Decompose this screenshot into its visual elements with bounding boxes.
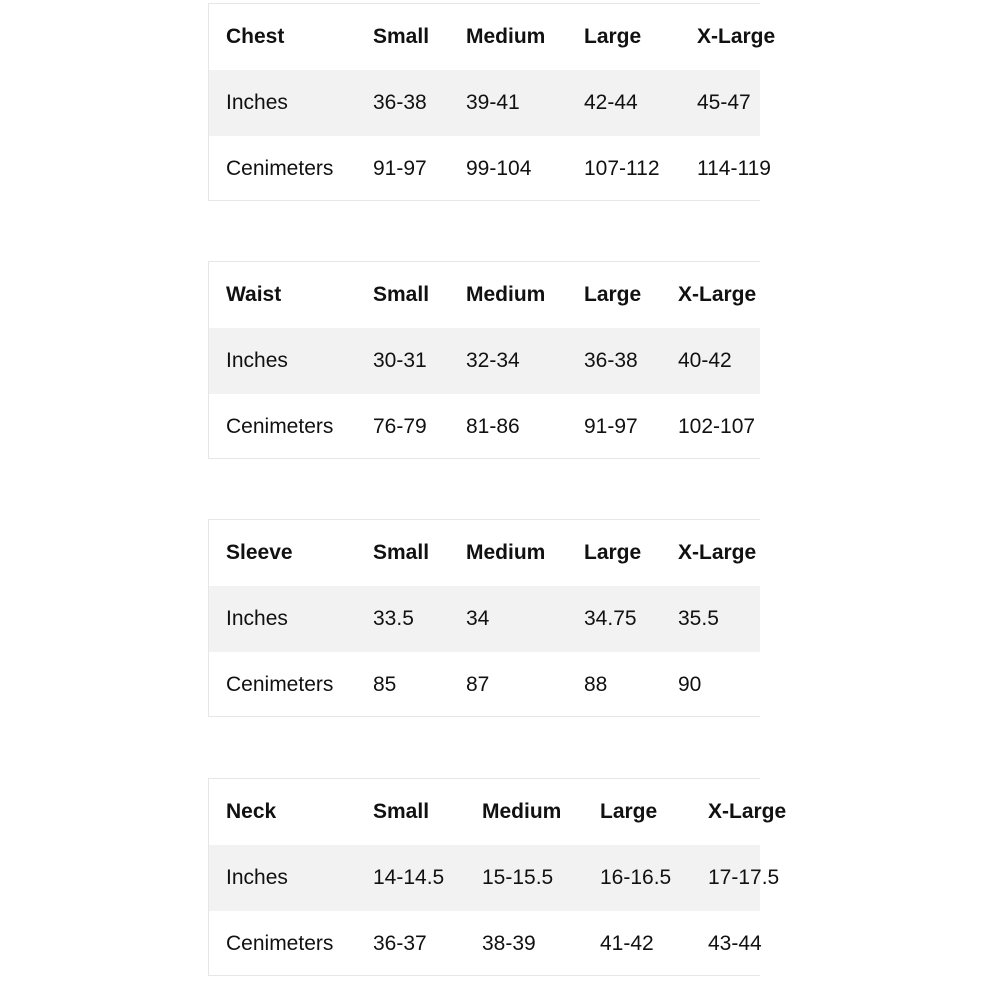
table-row — [209, 70, 760, 136]
cell-xlarge: 17-17.5 — [708, 866, 780, 889]
cell-small: 76-79 — [373, 415, 427, 438]
header-cell-large: Large — [584, 25, 642, 48]
cell-large: 16-16.5 — [600, 866, 672, 889]
cell-large: 41-42 — [600, 932, 654, 955]
cell-medium: 32-34 — [466, 349, 520, 372]
header-cell-xlarge: X-Large — [708, 800, 787, 823]
cell-medium: 81-86 — [466, 415, 520, 438]
cell-small: 91-97 — [373, 157, 427, 180]
neck-size-table — [208, 778, 787, 976]
cell-xlarge: 102-107 — [678, 415, 756, 438]
cell-large: 107-112 — [584, 157, 660, 180]
cell-large: 88 — [584, 673, 608, 696]
header-cell-large: Large — [584, 283, 642, 306]
row-label: Inches — [226, 349, 288, 372]
cell-large: 42-44 — [584, 91, 638, 114]
header-cell-large: Large — [584, 541, 642, 564]
cell-small: 36-38 — [373, 91, 427, 114]
table-row — [209, 586, 760, 652]
table-row — [209, 652, 760, 718]
header-cell-xlarge: X-Large — [697, 25, 776, 48]
cell-large: 34.75 — [584, 607, 637, 630]
header-cell-xlarge: X-Large — [678, 283, 757, 306]
cell-xlarge: 40-42 — [678, 349, 732, 372]
cell-xlarge: 43-44 — [708, 932, 762, 955]
chest-size-table — [208, 3, 776, 201]
table-row — [209, 136, 771, 202]
table-row — [209, 911, 760, 977]
waist-size-table — [208, 261, 760, 459]
row-label: Cenimeters — [226, 157, 334, 180]
header-cell-medium: Medium — [466, 25, 546, 48]
cell-small: 30-31 — [373, 349, 427, 372]
table-header-row — [209, 779, 787, 845]
header-cell-measure: Neck — [226, 800, 277, 823]
header-cell-small: Small — [373, 283, 430, 306]
table-header-row — [209, 4, 776, 70]
header-cell-measure: Sleeve — [226, 541, 293, 564]
table-header-row — [209, 262, 760, 328]
cell-small: 14-14.5 — [373, 866, 445, 889]
cell-medium: 87 — [466, 673, 490, 696]
header-cell-medium: Medium — [466, 283, 546, 306]
table-row — [209, 394, 760, 460]
cell-medium: 34 — [466, 607, 490, 630]
header-cell-small: Small — [373, 25, 430, 48]
header-cell-large: Large — [600, 800, 658, 823]
header-cell-medium: Medium — [466, 541, 546, 564]
cell-medium: 39-41 — [466, 91, 520, 114]
table-row — [209, 845, 780, 911]
row-label: Inches — [226, 866, 288, 889]
row-label: Inches — [226, 607, 288, 630]
header-cell-small: Small — [373, 800, 430, 823]
cell-large: 36-38 — [584, 349, 638, 372]
cell-xlarge: 35.5 — [678, 607, 719, 630]
cell-medium: 15-15.5 — [482, 866, 554, 889]
cell-small: 85 — [373, 673, 397, 696]
cell-large: 91-97 — [584, 415, 638, 438]
row-label: Inches — [226, 91, 288, 114]
header-cell-xlarge: X-Large — [678, 541, 757, 564]
sleeve-size-table — [208, 519, 760, 717]
row-label: Cenimeters — [226, 932, 334, 955]
cell-small: 33.5 — [373, 607, 414, 630]
header-cell-measure: Chest — [226, 25, 285, 48]
row-label: Cenimeters — [226, 673, 334, 696]
row-label: Cenimeters — [226, 415, 334, 438]
header-cell-medium: Medium — [482, 800, 562, 823]
table-row — [209, 328, 760, 394]
cell-xlarge: 90 — [678, 673, 702, 696]
header-cell-small: Small — [373, 541, 430, 564]
table-header-row — [209, 520, 760, 586]
cell-medium: 38-39 — [482, 932, 536, 955]
header-cell-measure: Waist — [226, 283, 282, 306]
cell-xlarge: 114-119 — [697, 157, 771, 180]
cell-small: 36-37 — [373, 932, 427, 955]
cell-xlarge: 45-47 — [697, 91, 751, 114]
cell-medium: 99-104 — [466, 157, 532, 180]
